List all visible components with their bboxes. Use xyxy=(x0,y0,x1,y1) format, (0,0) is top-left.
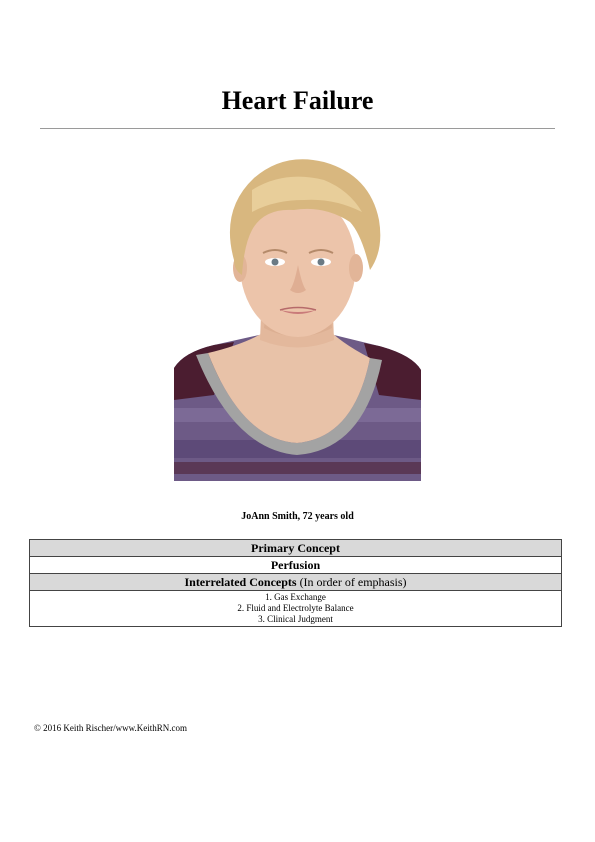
concept-table xyxy=(29,539,562,627)
page-title: Heart Failure xyxy=(221,86,374,115)
list-item: 1. Gas Exchange xyxy=(265,592,326,602)
portrait-photo-icon xyxy=(174,150,421,481)
interrelated-concepts-list xyxy=(30,591,562,627)
interrelated-concepts-label: Interrelated Concepts xyxy=(184,574,297,589)
primary-concept-value: Perfusion xyxy=(30,557,562,574)
list-item: 3. Clinical Judgment xyxy=(258,614,333,624)
list-item: 2. Fluid and Electrolyte Balance xyxy=(237,603,354,613)
title-divider xyxy=(40,128,555,129)
primary-concept-header: Primary Concept xyxy=(30,540,562,557)
patient-caption: JoAnn Smith, 72 years old xyxy=(241,511,354,522)
patient-photo xyxy=(174,150,421,481)
copyright-footer: © 2016 Keith Rischer/www.KeithRN.com xyxy=(34,723,187,733)
interrelated-concepts-header xyxy=(30,574,562,591)
interrelated-concepts-note: (In order of emphasis) xyxy=(296,574,407,589)
